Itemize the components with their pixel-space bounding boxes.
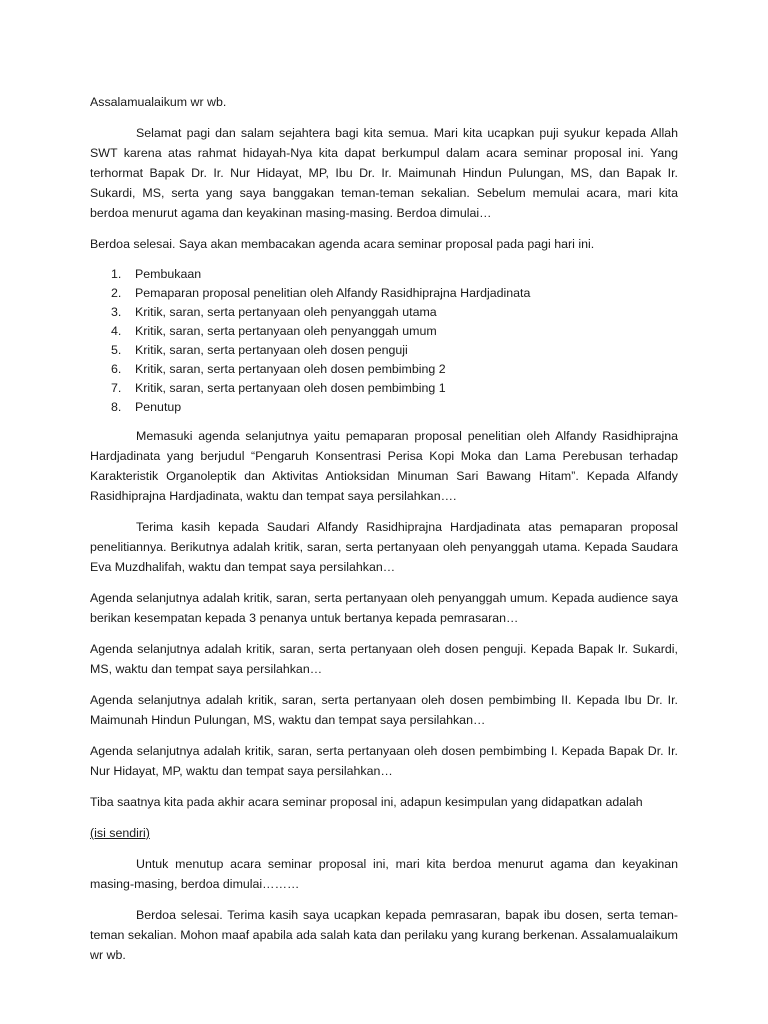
agenda-item-number: 1. [111, 267, 122, 281]
conclusion-lead-paragraph: Tiba saatnya kita pada akhir acara seminar proposal ini, adapun kesimpulan yang didapatkan adalah [90, 795, 643, 809]
agenda-item [90, 360, 678, 379]
agenda-item [90, 265, 678, 284]
agenda-item-text: Pemaparan proposal penelitian oleh Alfandy Rasidhiprajna Hardjadinata [135, 286, 531, 300]
closing-paragraph: Berdoa selesai. Terima kasih saya ucapkan kepada pemrasaran, bapak ibu dosen, serta teman-teman sekalian. Mohon maaf apabila ada salah kata dan perilaku yang kurang berkenan. Assalamualaikum wr wb. [90, 908, 678, 962]
conclusion-placeholder-paragraph [90, 823, 678, 843]
agenda-item-text: Pembukaan [135, 267, 202, 281]
agenda-item [90, 398, 678, 417]
agenda-item-number: 2. [111, 286, 122, 300]
agenda-item-text: Kritik, saran, serta pertanyaan oleh penyanggah utama [135, 305, 437, 319]
greeting-paragraph: Assalamualaikum wr wb. [90, 95, 227, 109]
agenda-item [90, 379, 678, 398]
agenda-item-number: 3. [111, 305, 122, 319]
closing-prayer-paragraph: Untuk menutup acara seminar proposal ini, mari kita berdoa menurut agama dan keyakinan masing-masing, berdoa dimulai……… [90, 857, 678, 891]
agenda-item [90, 284, 678, 303]
agenda-intro-paragraph: Berdoa selesai. Saya akan membacakan agenda acara seminar proposal pada pagi hari ini. [90, 237, 595, 251]
agenda-item-text: Penutup [135, 400, 182, 414]
thanks-presenter-paragraph: Terima kasih kepada Saudari Alfandy Rasidhiprajna Hardjadinata atas pemaparan proposal penelitiannya. Berikutnya adalah kritik, saran, serta pertanyaan oleh penyanggah utama. Kepada Saudara Eva Muzdhalifah, waktu dan tempat saya persilahkan… [90, 520, 678, 574]
agenda-item-number: 6. [111, 362, 122, 376]
agenda-item [90, 341, 678, 360]
agenda-item-number: 8. [111, 400, 122, 414]
agenda-item-number: 7. [111, 381, 122, 395]
agenda-item-text: Kritik, saran, serta pertanyaan oleh penyanggah umum [135, 324, 437, 338]
agenda-item-number: 4. [111, 324, 122, 338]
agenda-item-number: 5. [111, 343, 122, 357]
examiner-paragraph: Agenda selanjutnya adalah kritik, saran, serta pertanyaan oleh dosen penguji. Kepada Bapak Ir. Sukardi, MS, waktu dan tempat saya persilahkan… [90, 642, 678, 676]
agenda-item-text: Kritik, saran, serta pertanyaan oleh dosen penguji [135, 343, 408, 357]
conclusion-placeholder: (isi sendiri) [90, 826, 150, 840]
opening-paragraph: Selamat pagi dan salam sejahtera bagi kita semua. Mari kita ucapkan puji syukur kepada Allah SWT karena atas rahmat hidayah-Nya kita dapat berkumpul dalam acara seminar proposal ini. Yang terhormat Bapak Dr. Ir. Nur Hidayat, MP, Ibu Dr. Ir. Maimunah Hindun Pulungan, MS, dan Bapak Ir. Sukardi, MS, serta yang saya banggakan teman-teman sekalian. Sebelum memulai acara, mari kita berdoa menurut agama dan keyakinan masing-masing. Berdoa dimulai… [90, 126, 678, 220]
agenda-item [90, 303, 678, 322]
supervisor-1-paragraph: Agenda selanjutnya adalah kritik, saran, serta pertanyaan oleh dosen pembimbing I. Kepada Bapak Dr. Ir. Nur Hidayat, MP, waktu dan tempat saya persilahkan… [90, 744, 678, 778]
presentation-paragraph: Memasuki agenda selanjutnya yaitu pemaparan proposal penelitian oleh Alfandy Rasidhiprajna Hardjadinata yang berjudul “Pengaruh Konsentrasi Perisa Kopi Moka dan Lama Perebusan terhadap Karakteristik Organoleptik dan Aktivitas Antioksidan Minuman Sari Bawang Hitam”. Kepada Alfandy Rasidhiprajna Hardjadinata, waktu dan tempat saya persilahkan…. [90, 429, 678, 503]
agenda-item-text: Kritik, saran, serta pertanyaan oleh dosen pembimbing 2 [135, 362, 446, 376]
general-audience-paragraph: Agenda selanjutnya adalah kritik, saran, serta pertanyaan oleh penyanggah umum. Kepada audience saya berikan kesempatan kepada 3 penanya untuk bertanya kepada pemrasaran… [90, 591, 678, 625]
agenda-item-text: Kritik, saran, serta pertanyaan oleh dosen pembimbing 1 [135, 381, 446, 395]
supervisor-2-paragraph: Agenda selanjutnya adalah kritik, saran, serta pertanyaan oleh dosen pembimbing II. Kepada Ibu Dr. Ir. Maimunah Hindun Pulungan, MS, waktu dan tempat saya persilahkan… [90, 693, 678, 727]
agenda-list [90, 265, 678, 417]
agenda-item [90, 322, 678, 341]
